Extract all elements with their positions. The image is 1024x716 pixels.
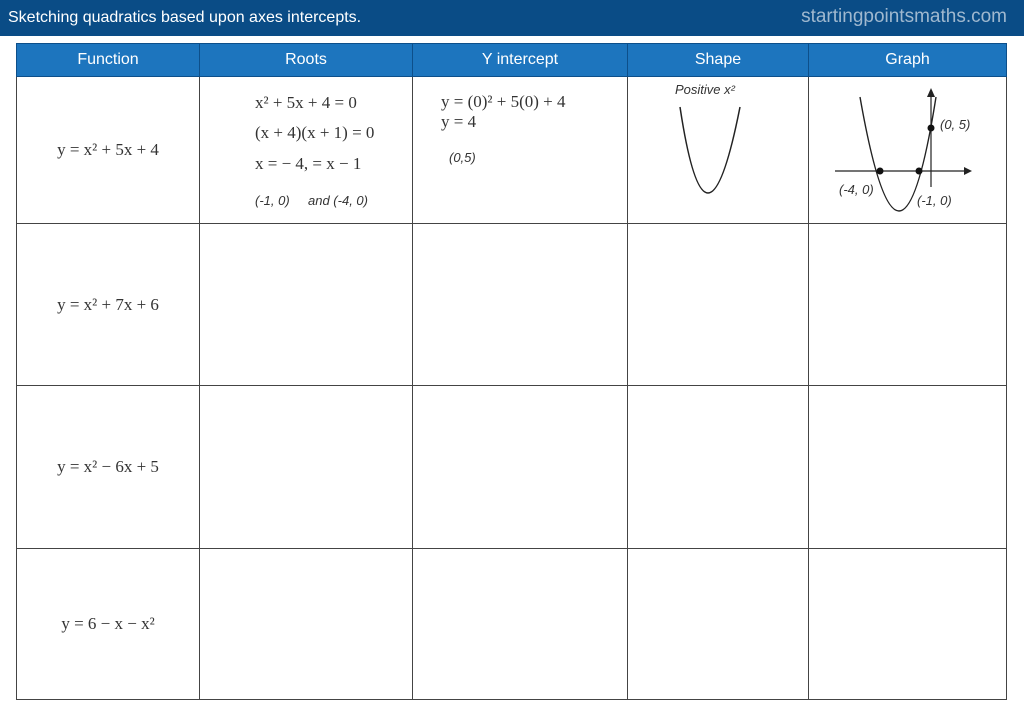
table-row — [17, 224, 1007, 386]
graph-label-y-intercept: (0, 5) — [940, 117, 971, 132]
column-header-roots: Roots — [200, 44, 413, 77]
page-title: Sketching quadratics based upon axes intercepts. — [8, 9, 362, 26]
roots-factorised: (x + 4)(x + 1) = 0 — [255, 123, 375, 142]
roots-point-2: and (-4, 0) — [308, 193, 368, 208]
shape-cell[interactable] — [628, 386, 809, 549]
brand-logo-text: startingpointsmaths.com — [801, 6, 1007, 27]
graph-label-root-right: (-1, 0) — [917, 193, 952, 208]
graph-cell[interactable] — [809, 386, 1007, 549]
quadratic-graph — [809, 77, 1007, 224]
graph-cell[interactable] — [809, 224, 1007, 386]
y-intercept-cell[interactable] — [413, 386, 628, 549]
shape-cell[interactable] — [628, 224, 809, 386]
worksheet-table — [16, 43, 1007, 700]
root-right-point — [916, 168, 923, 175]
root-left-point — [877, 168, 884, 175]
y-intercept-point: (0,5) — [449, 150, 476, 165]
y-intercept-cell[interactable] — [413, 224, 628, 386]
roots-cell[interactable] — [200, 224, 413, 386]
graph-label-root-left: (-4, 0) — [839, 182, 874, 197]
roots-solution: x = − 4, = x − 1 — [255, 154, 362, 173]
function-cell — [17, 224, 200, 386]
column-header-graph: Graph — [809, 44, 1007, 77]
table-header-row — [17, 44, 1007, 77]
roots-cell — [200, 77, 413, 224]
roots-cell[interactable] — [200, 549, 413, 700]
roots-cell[interactable] — [200, 386, 413, 549]
y-intercept-point-marker — [928, 125, 935, 132]
function-expression: y = 6 − x − x² — [61, 614, 155, 633]
graph-cell — [809, 77, 1007, 224]
table-row — [17, 77, 1007, 224]
y-intercept-value: y = 4 — [441, 112, 477, 131]
column-header-function: Function — [17, 44, 200, 77]
function-cell — [17, 386, 200, 549]
function-expression: y = x² + 5x + 4 — [57, 140, 159, 159]
table-row — [17, 549, 1007, 700]
parabola-shape-icon — [668, 103, 748, 207]
function-expression: y = x² − 6x + 5 — [57, 457, 159, 476]
x-axis-arrow-icon — [964, 167, 972, 175]
roots-equation: x² + 5x + 4 = 0 — [255, 93, 357, 112]
roots-point-1: (-1, 0) — [255, 193, 290, 208]
graph-cell[interactable] — [809, 549, 1007, 700]
function-cell — [17, 549, 200, 700]
shape-cell[interactable] — [628, 549, 809, 700]
y-intercept-substitution: y = (0)² + 5(0) + 4 — [441, 92, 566, 111]
shape-label: Positive x² — [675, 82, 735, 97]
header-bar — [0, 0, 1024, 36]
function-expression: y = x² + 7x + 6 — [57, 294, 159, 314]
y-intercept-cell[interactable] — [413, 549, 628, 700]
column-header-shape: Shape — [628, 44, 809, 77]
shape-cell — [628, 77, 809, 224]
column-header-y-intercept: Y intercept — [413, 44, 628, 77]
table-row — [17, 386, 1007, 549]
y-axis-arrow-icon — [927, 88, 935, 97]
y-intercept-cell — [413, 77, 628, 224]
function-cell — [17, 77, 200, 224]
